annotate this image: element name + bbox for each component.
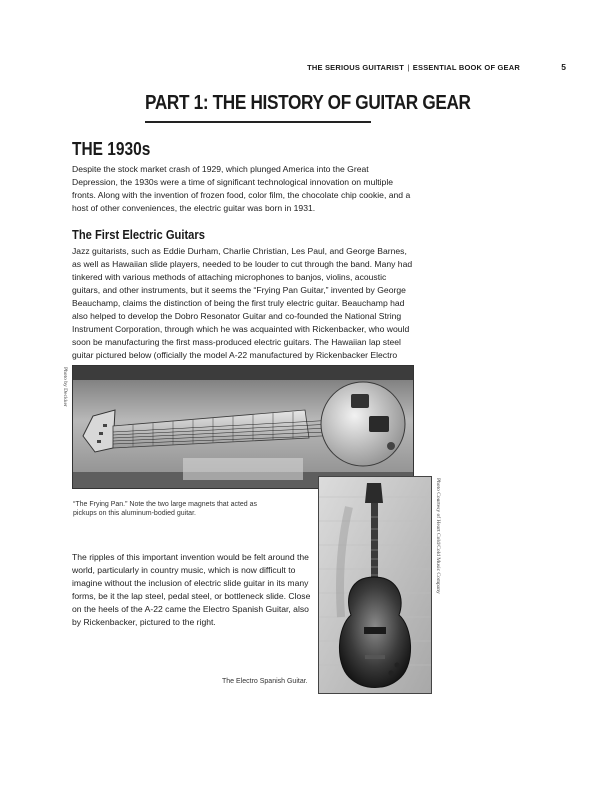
photo-credit-electro-spanish: Photo Courtesy of Heart Cold/Cold Music Company bbox=[435, 478, 441, 594]
caption-frying-pan: “The Frying Pan.” Note the two large magnets that acted as pickups on this aluminum-bodied guitar. bbox=[73, 501, 258, 517]
part-title: PART 1: THE HISTORY OF GUITAR GEAR bbox=[145, 92, 471, 114]
book-title: ESSENTIAL BOOK OF GEAR bbox=[412, 63, 520, 72]
subsection-title: The First Electric Guitars bbox=[72, 227, 205, 242]
part-title-rule bbox=[145, 121, 371, 123]
electro-spanish-guitar-photo bbox=[318, 476, 432, 694]
section-title: THE 1930s bbox=[72, 139, 151, 159]
page-number: 5 bbox=[561, 62, 566, 72]
caption-electro-spanish: The Electro Spanish Guitar. bbox=[222, 678, 308, 685]
running-head bbox=[307, 63, 520, 72]
body-paragraph-1: Jazz guitarists, such as Eddie Durham, Charlie Christian, Les Paul, and George Barnes, as well as Hawaiian slide players, needed to be louder to cut through the band. Many had tinkered with various methods of attaching microphones to banjos, violins, acoustic guitars, and other instruments, but it seems the “Frying Pan Guitar,” invented by George Beauchamp, claims the distinction of being the first truly electric guitar. Beauchamp had also helped to develop the Dobro Resonator Guitar and co-founded the National String Instrument Corporation, through which he was acquainted with Rickenbacker, who would soon be manufacturing the first mass-produced electric guitars. The Hawaiian lap steel guitar pictured below (officially the model A-22 manufactured by Rickenbacker Electro bbox=[72, 246, 413, 360]
book-series: THE SERIOUS GUITARIST bbox=[307, 63, 405, 72]
frying-pan-guitar-photo bbox=[72, 365, 414, 489]
header-separator: | bbox=[407, 63, 410, 72]
intro-paragraph: Despite the stock market crash of 1929, which plunged America into the Great Depression, the 1930s were a time of significant technological innovation on multiple fronts. Along with the invention of frozen food, color film, the chocolate chip cookie, and a host of other conveniences, the electric guitar was born in 1931. bbox=[72, 164, 411, 213]
body-paragraph-2: The ripples of this important invention would be felt around the world, particularly in country music, which is now difficult to imagine without the inclusion of electric slide guitar in its many forms, be it the lap steel, pedal steel, or bottleneck slide. Close on the heels of the A-22 came the Electro Spanish Guitar, also by Rickenbacker, pictured to the right. bbox=[72, 552, 311, 627]
photo-credit-frying-pan: Photo by Deckker bbox=[62, 367, 68, 407]
